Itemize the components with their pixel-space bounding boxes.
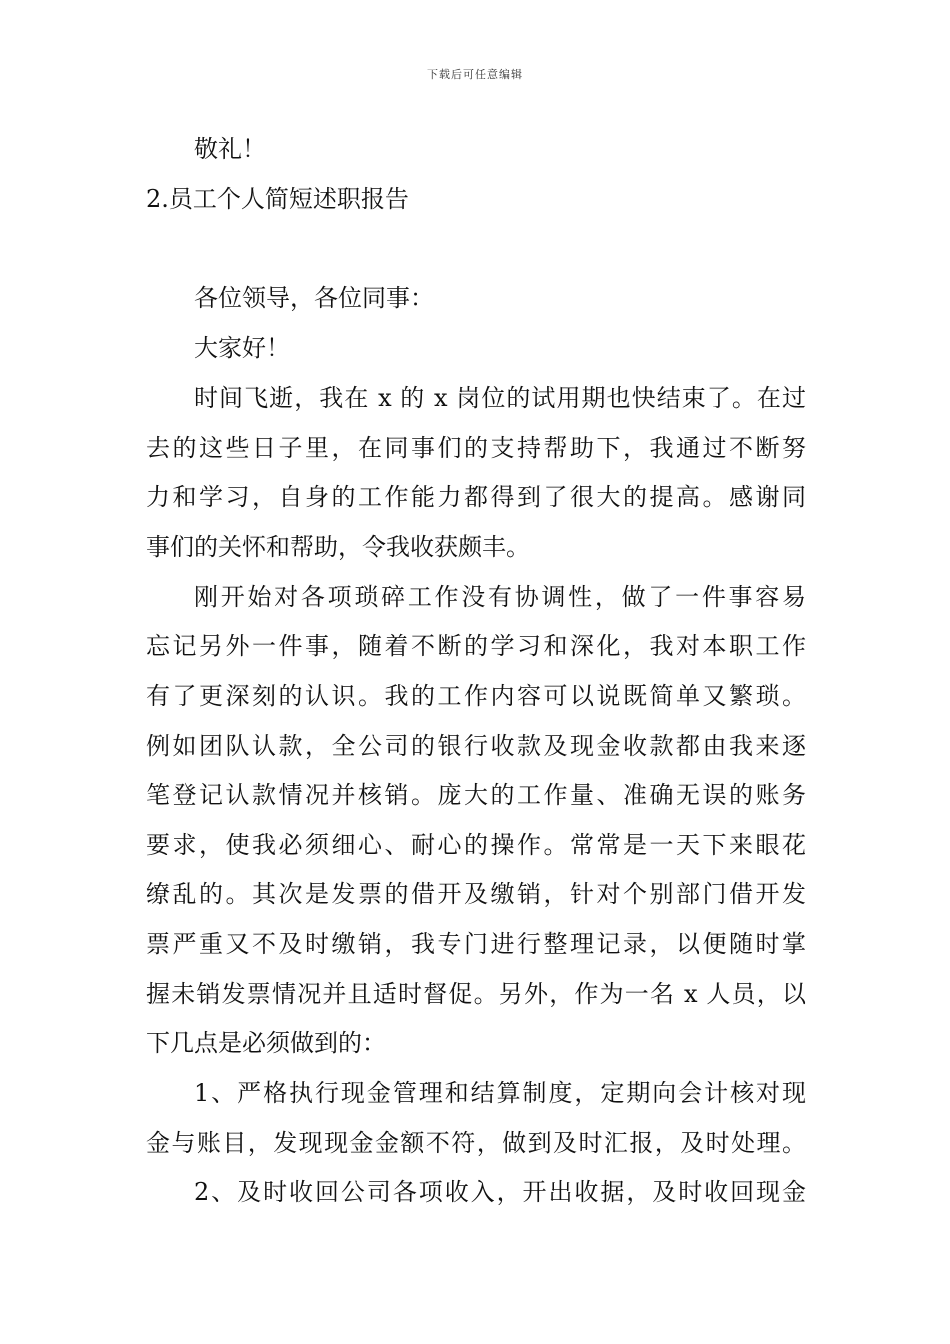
paragraph-line: 有了更深刻的认识。我的工作内容可以说既简单又繁琐。 <box>146 682 806 710</box>
paragraph-line: 力和学习，自身的工作能力都得到了很大的提高。感谢同 <box>146 483 806 511</box>
list-item-line: 2、及时收回公司各项收入，开出收据，及时收回现金 <box>194 1178 806 1206</box>
list-item-line: 1、严格执行现金管理和结算制度，定期向会计核对现 <box>194 1079 806 1107</box>
list-item-line: 金与账目，发现现金金额不符，做到及时汇报，及时处理。 <box>146 1129 806 1157</box>
closing-line: 敬礼！ <box>194 135 266 163</box>
greeting: 大家好！ <box>194 334 290 362</box>
salutation: 各位领导，各位同事： <box>194 284 434 312</box>
paragraph-line: 例如团队认款，全公司的银行收款及现金收款都由我来逐 <box>146 732 806 760</box>
paragraph-line: 笔登记认款情况并核销。庞大的工作量、准确无误的账务 <box>146 781 806 809</box>
paragraph-line: 忘记另外一件事，随着不断的学习和深化，我对本职工作 <box>146 632 806 660</box>
paragraph-line: 下几点是必须做到的： <box>146 1029 386 1057</box>
header-note: 下载后可任意编辑 <box>427 68 523 81</box>
paragraph-line: 缭乱的。其次是发票的借开及缴销，针对个别部门借开发 <box>146 880 806 908</box>
paragraph-line: 要求，使我必须细心、耐心的操作。常常是一天下来眼花 <box>146 831 806 859</box>
paragraph-line: 时间飞逝，我在 x 的 x 岗位的试用期也快结束了。在过 <box>194 384 806 412</box>
paragraph-line: 去的这些日子里，在同事们的支持帮助下，我通过不断努 <box>146 434 806 462</box>
paragraph-line: 事们的关怀和帮助，令我收获颇丰。 <box>146 533 530 561</box>
paragraph-line: 票严重又不及时缴销，我专门进行整理记录，以便随时掌 <box>146 930 806 958</box>
paragraph-line: 握未销发票情况并且适时督促。另外，作为一名 x 人员，以 <box>146 980 806 1008</box>
section-title: 2.员工个人简短述职报告 <box>146 185 409 213</box>
paragraph-line: 刚开始对各项琐碎工作没有协调性，做了一件事容易 <box>194 583 806 611</box>
